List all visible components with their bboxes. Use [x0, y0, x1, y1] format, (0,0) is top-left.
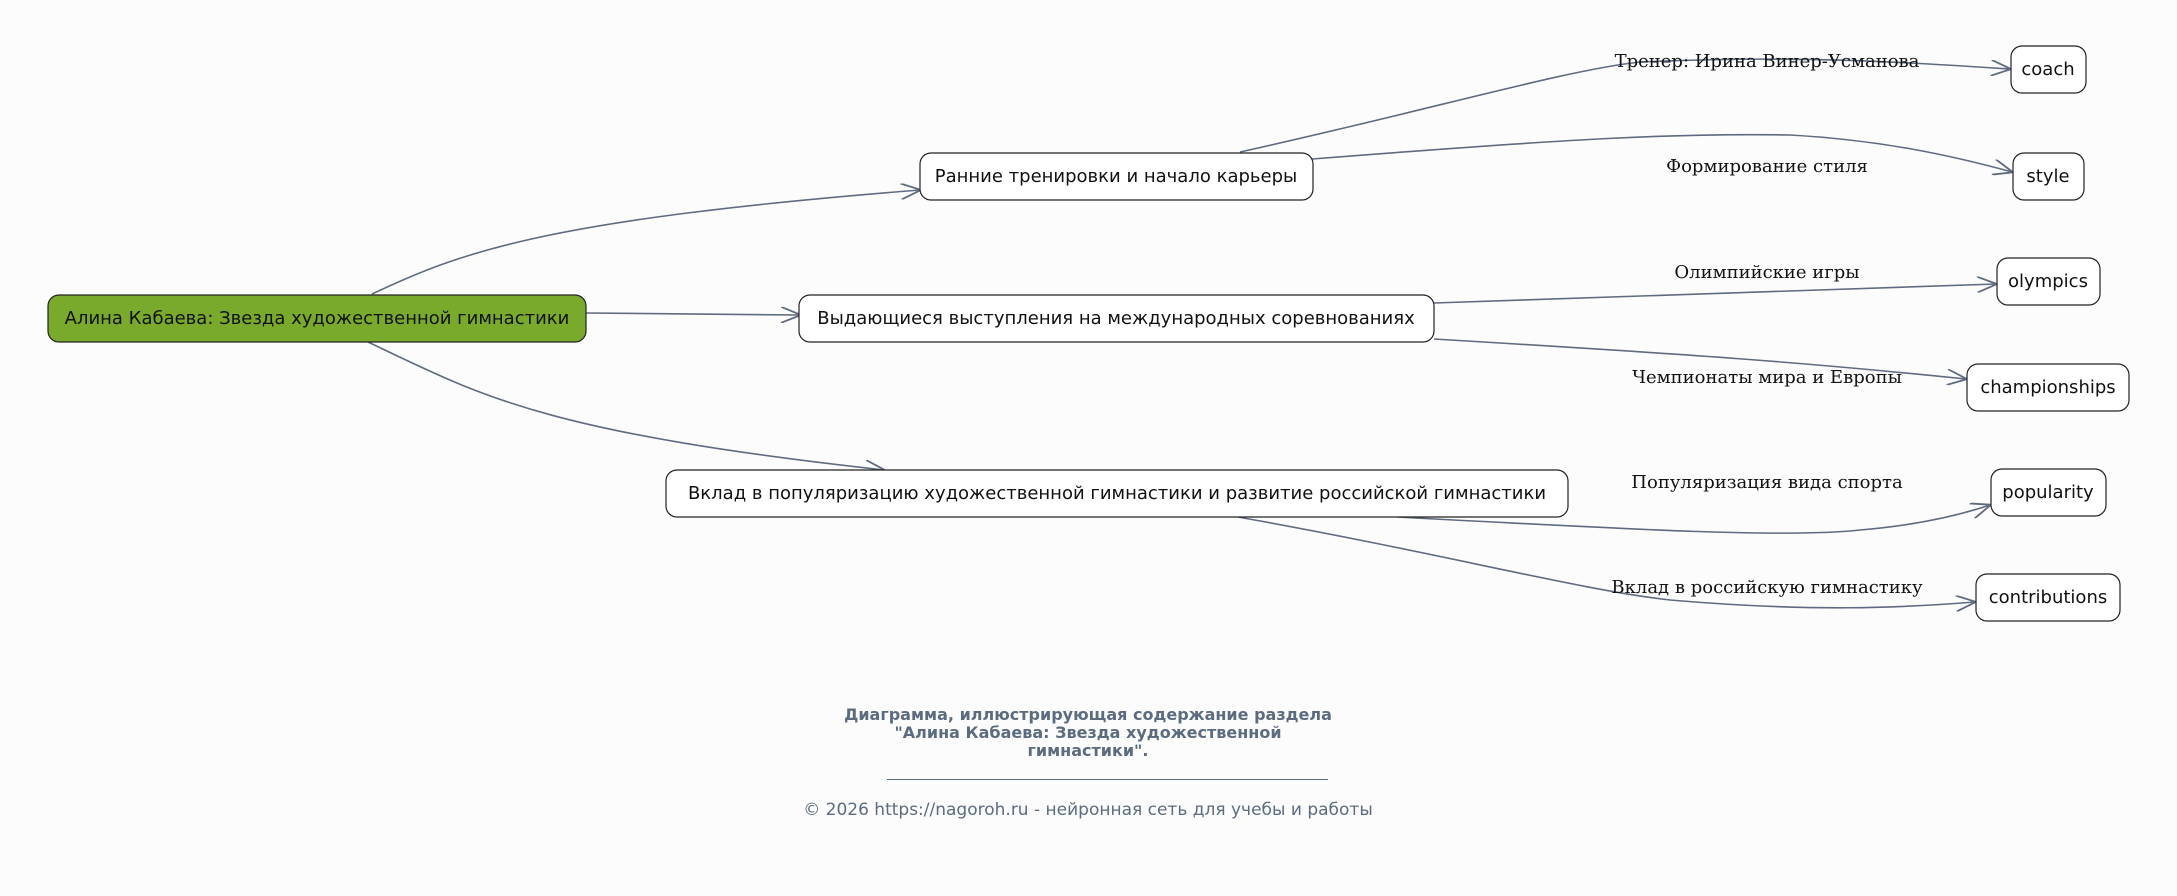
node-root — [48, 295, 586, 342]
node-root-label: Алина Кабаева: Звезда художественной гимнастики — [64, 308, 570, 329]
node-outstanding — [799, 295, 1434, 342]
diagram-caption — [788, 706, 1388, 760]
node-popularity-label: popularity — [2002, 482, 2094, 503]
edge-label-style: Формирование стиля — [1666, 156, 1868, 177]
caption-line-2: "Алина Кабаева: Звезда художественной — [894, 723, 1282, 742]
edge-early-style — [1312, 135, 2012, 172]
node-contribution — [666, 470, 1568, 517]
node-outstanding-label: Выдающиеся выступления на международных соревнованиях — [817, 308, 1415, 329]
caption-line-1: Диаграмма, иллюстрирующая содержание раздела — [844, 705, 1332, 724]
node-popularity — [1991, 469, 2106, 516]
node-style-label: style — [2026, 166, 2070, 187]
node-championships-label: championships — [1980, 377, 2116, 398]
caption-line-3: гимнастики". — [1027, 741, 1149, 760]
edge-labels — [1611, 51, 1923, 598]
node-early-label: Ранние тренировки и начало карьеры — [934, 166, 1298, 187]
node-coach-label: coach — [2021, 59, 2075, 80]
node-contribution-label: Вклад в популяризацию художественной гимнастики и развитие российской гимнастики — [687, 483, 1547, 504]
edge-root-outstanding — [586, 313, 800, 315]
caption-divider — [887, 779, 1328, 780]
footer-copyright: © 2026 https://nagoroh.ru - нейронная сеть для учебы и работы — [803, 800, 1373, 820]
edge-root-early — [372, 190, 920, 294]
node-contributions-label: contributions — [1988, 587, 2108, 608]
node-olympics — [1997, 258, 2100, 305]
node-coach — [2011, 46, 2086, 93]
edge-root-contribution — [368, 342, 884, 470]
node-contributions — [1976, 574, 2120, 621]
node-style — [2013, 153, 2084, 200]
edge-label-popularity: Популяризация вида спорта — [1631, 472, 1903, 493]
node-early — [920, 153, 1313, 200]
edge-label-contributions: Вклад в российскую гимнастику — [1611, 577, 1923, 598]
edge-label-olympics: Олимпийские игры — [1674, 262, 1860, 283]
node-championships — [1967, 364, 2129, 411]
edge-outstanding-olympics — [1434, 284, 1996, 303]
node-olympics-label: olympics — [2008, 271, 2088, 292]
edge-label-championships: Чемпионаты мира и Европы — [1632, 367, 1902, 388]
edge-label-coach: Тренер: Ирина Винер-Усманова — [1614, 51, 1920, 72]
